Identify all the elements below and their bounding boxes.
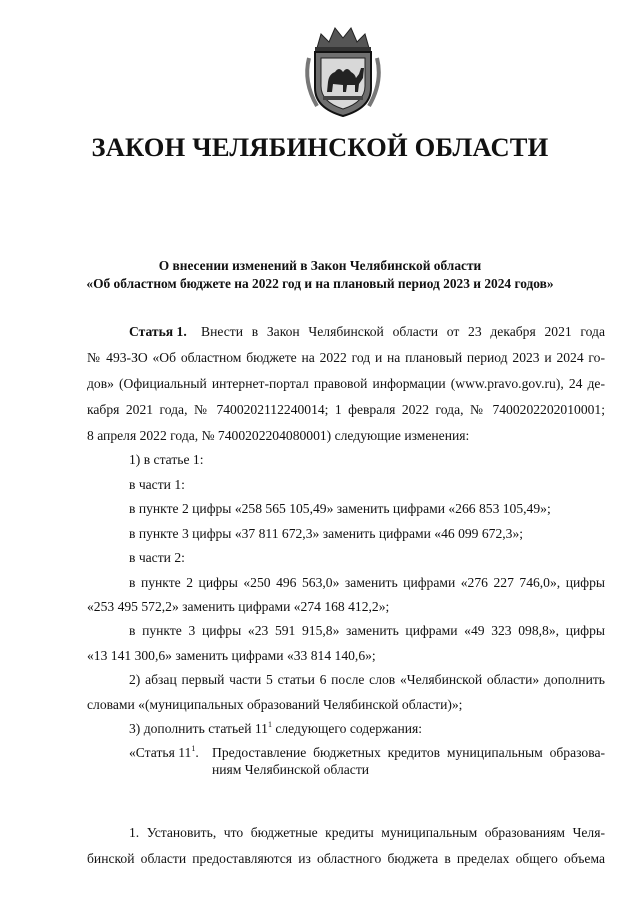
new-article-sup: 1: [191, 744, 196, 753]
list-item: словами «(муниципальных образований Челябинской области)»;: [87, 697, 463, 712]
law-subtitle-line2: «Об областном бюджете на 2022 год и на плановый период 2023 и 2024 годов»: [86, 276, 554, 291]
new-article-suffix: .: [195, 745, 199, 760]
new-article-title-line2: ниям Челябинской области: [212, 762, 370, 777]
article-intro-line: 8 апреля 2022 года, № 7400202204080001) следующие изменения:: [87, 428, 470, 443]
list-item: «13 141 300,6» заменить цифрами «33 814 140,6»;: [87, 648, 376, 663]
list-item: 1) в статье 1:: [129, 452, 204, 467]
list-item: в пункте 2 цифры «258 565 105,49» заменить цифрами «266 853 105,49»;: [129, 501, 551, 516]
new-article-label: [129, 744, 199, 762]
list-item: в пункте 3 цифры «37 811 672,3» заменить цифрами «46 099 672,3»;: [129, 526, 524, 541]
list-item: в части 2:: [129, 550, 185, 565]
new-article-title-line1: Предоставление бюджетных кредитов муниципальным образова-: [212, 745, 605, 760]
law-title: ЗАКОН ЧЕЛЯБИНСКОЙ ОБЛАСТИ: [91, 132, 549, 162]
list-item: «253 495 572,2» заменить цифрами «274 168 412,2»;: [87, 599, 390, 614]
list-item: в части 1:: [129, 477, 185, 492]
list-item-3: [129, 720, 422, 738]
point-1-line2: бинской области предоставляются из областного бюджета в пределах общего объема: [87, 851, 605, 866]
item3-prefix: 3) дополнить статьей 11: [129, 721, 268, 736]
article-1-heading-line: [129, 323, 605, 341]
list-item: в пункте 2 цифры «250 496 563,0» заменить цифрами «276 227 746,0», цифры: [129, 575, 605, 590]
item3-suffix: следующего содержания:: [271, 721, 423, 736]
law-subtitle-line1: О внесении изменений в Закон Челябинской области: [158, 258, 482, 273]
list-item: 2) абзац первый части 5 статьи 6 после слов «Челябинской области» дополнить: [129, 672, 605, 687]
coat-of-arms-icon: [297, 22, 389, 118]
point-1-line1: 1. Установить, что бюджетные кредиты муниципальным образованиям Челя-: [129, 825, 605, 840]
article-intro-line: дов» (Официальный интернет-портал правовой информации (www.pravo.gov.ru), 24 де-: [87, 376, 605, 391]
article-intro-first: Внести в Закон Челябинской области от 23 декабря 2021 года: [201, 324, 605, 339]
article-intro-line: № 493-ЗО «Об областном бюджете на 2022 год и на плановый период 2023 и 2024 го-: [87, 350, 605, 365]
new-article-prefix: «Статья 11: [129, 745, 192, 760]
item3-sup: 1: [267, 720, 272, 729]
list-item: в пункте 3 цифры «23 591 915,8» заменить цифрами «49 323 098,8», цифры: [129, 623, 605, 638]
article-label: Статья 1.: [129, 324, 187, 339]
article-intro-line: кабря 2021 года, № 7400202112240014; 1 февраля 2022 года, № 7400202202010001;: [87, 402, 605, 417]
